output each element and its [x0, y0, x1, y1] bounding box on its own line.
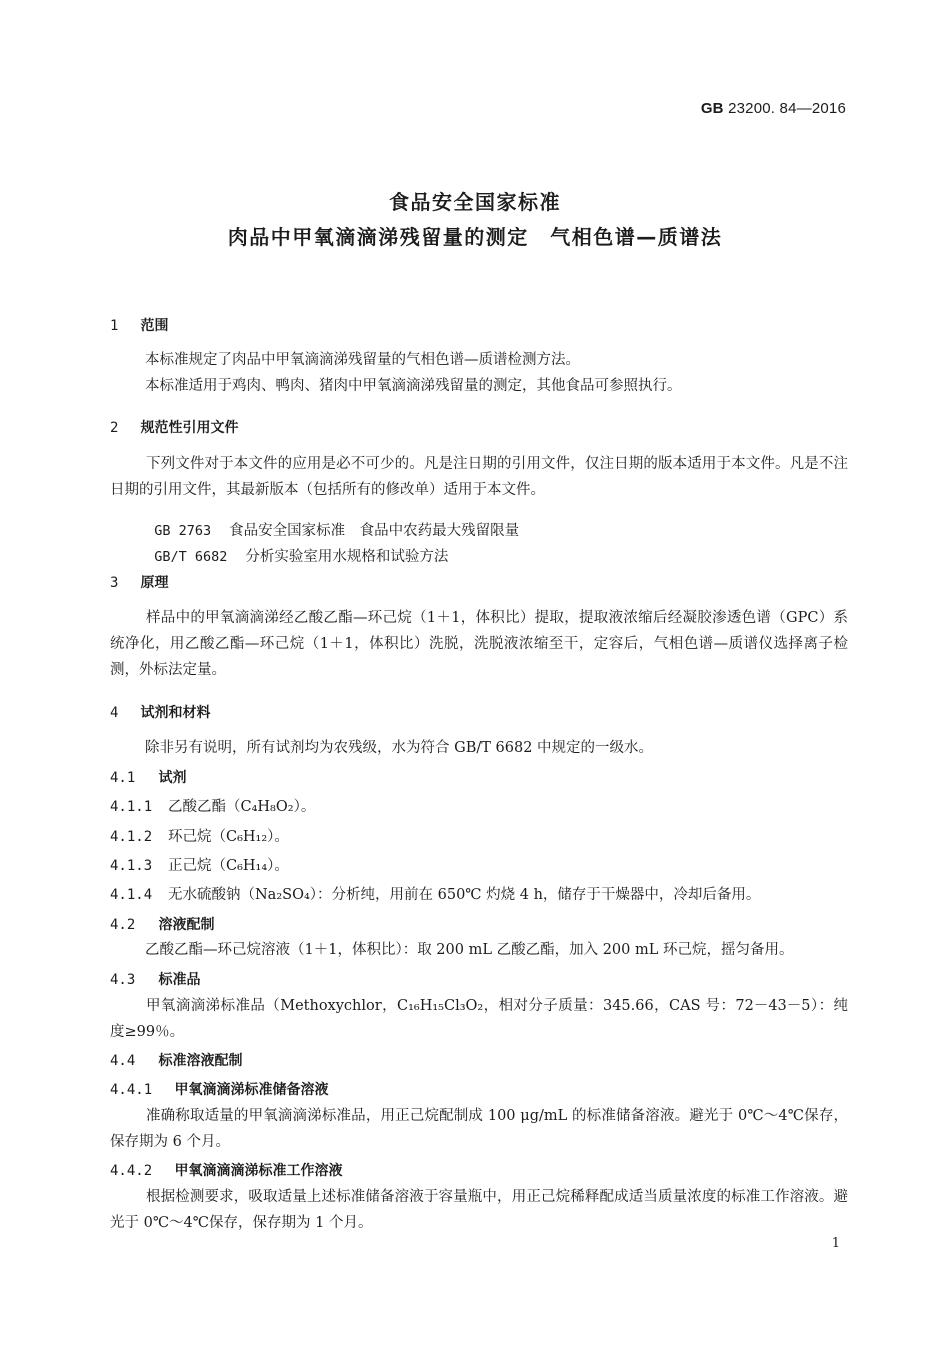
reagent-item [110, 854, 289, 875]
normative-references-paragraph: 下列文件对于本文件的应用是必不可少的。凡是注日期的引用文件，仅注日期的版本适用于本文件。凡是不注日期的引用文件，其最新版本（包括所有的修改单）适用于本文件。 [110, 456, 848, 498]
document-title-line2: 肉品中甲氧滴滴涕残留量的测定 气相色谱—质谱法 [227, 225, 723, 249]
subsection-title: 甲氧滴滴涕标准储备溶液 [174, 1082, 329, 1098]
document-title-line1: 食品安全国家标准 [389, 190, 561, 214]
standard-prefix: GB [700, 100, 724, 117]
scope-paragraph-2: 本标准适用于鸡肉、鸭肉、猪肉中甲氧滴滴涕残留量的测定，其他食品可参照执行。 [145, 378, 682, 394]
standard-number [701, 100, 846, 117]
item-number: 4.1.1 [110, 799, 153, 815]
reference-code: GB/T 6682 [154, 549, 228, 565]
section-number: 2 [110, 420, 119, 436]
item-number: 4.1.2 [110, 829, 153, 845]
reference-item [145, 529, 448, 566]
principle-paragraph: 样品中的甲氧滴滴涕经乙酸乙酯—环己烷（1＋1，体积比）提取，提取液浓缩后经凝胶渗透色谱（GPC）系统净化，用乙酸乙酯—环己烷（1＋1，体积比）洗脱，洗脱液浓缩至干，定容后，气相色谱—质谱仪选择离子检测，外标法定量。 [110, 610, 848, 678]
section-number: 3 [110, 575, 119, 591]
item-text: 无水硫酸钠（Na₂SO₄）：分析纯，用前在 650℃ 灼烧 4 h，储存于干燥器中，冷却后备用。 [168, 887, 761, 903]
section-title: 原理 [140, 575, 169, 591]
working-solution-paragraph: 根据检测要求，吸取适量上述标准储备溶液于容量瓶中，用正己烷稀释配成适当质量浓度的标准工作溶液。避光于 0℃～4℃保存，保存期为 1 个月。 [110, 1189, 848, 1231]
subsection-title: 标准溶液配制 [158, 1053, 243, 1069]
subsection-number: 4.4.1 [110, 1082, 153, 1098]
standard-code: 23200. 84—2016 [728, 100, 846, 117]
subsection-number: 4.4 [110, 1053, 136, 1069]
subsection-4-4-1-heading [110, 1079, 328, 1099]
subsection-number: 4.2 [110, 917, 136, 933]
reagent-item [110, 795, 315, 816]
item-text: 正己烷（C₆H₁₄）。 [168, 858, 289, 874]
item-text: 环己烷（C₆H₁₂）。 [168, 829, 289, 845]
reagents-intro-paragraph: 除非另有说明，所有试剂均为农残级，水为符合 GB/T 6682 中规定的一级水。 [145, 740, 654, 756]
subsection-number: 4.1 [110, 770, 136, 786]
section-title: 范围 [140, 318, 169, 334]
stock-solution-paragraph: 准确称取适量的甲氧滴滴涕标准品，用正己烷配制成 100 μg/mL 的标准储备溶液。避光于 0℃～4℃保存，保存期为 6 个月。 [110, 1108, 848, 1150]
reagent-item [110, 883, 760, 904]
section-number: 1 [110, 318, 119, 334]
subsection-title: 甲氧滴滴滴涕标准工作溶液 [174, 1163, 343, 1179]
item-number: 4.1.3 [110, 858, 153, 874]
solution-preparation-paragraph: 乙酸乙酯—环己烷溶液（1＋1，体积比）：取 200 mL 乙酸乙酯，加入 200 mL 环己烷，摇匀备用。 [145, 942, 794, 958]
subsection-title: 溶液配制 [158, 917, 215, 933]
item-text: 乙酸乙酯（C₄H₈O₂）。 [168, 799, 316, 815]
subsection-4-4-2-heading [110, 1160, 342, 1180]
reference-title: 食品安全国家标准 食品中农药最大残留限量 [229, 523, 520, 539]
page-number: 1 [831, 1236, 840, 1251]
reagent-item [110, 825, 289, 846]
section-4-heading [110, 702, 210, 722]
subsection-title: 标准品 [158, 972, 201, 988]
subsection-number: 4.3 [110, 972, 136, 988]
reference-code: GB 2763 [154, 523, 212, 539]
item-number: 4.1.4 [110, 887, 153, 903]
subsection-4-2-heading [110, 914, 214, 934]
section-number: 4 [110, 705, 119, 721]
reference-material-paragraph: 甲氧滴滴涕标准品（Methoxychlor，C₁₆H₁₅Cl₃O₂，相对分子质量：345.66，CAS 号：72－43－5）：纯度≥99％。 [110, 998, 848, 1040]
reference-title: 分析实验室用水规格和试验方法 [245, 549, 449, 565]
subsection-title: 试剂 [158, 770, 187, 786]
section-title: 试剂和材料 [140, 705, 211, 721]
section-title: 规范性引用文件 [140, 420, 239, 436]
subsection-4-1-heading [110, 767, 186, 787]
section-2-heading [110, 417, 238, 437]
subsection-number: 4.4.2 [110, 1163, 153, 1179]
subsection-4-4-heading [110, 1050, 242, 1070]
subsection-4-3-heading [110, 969, 200, 989]
section-1-heading [110, 315, 168, 335]
section-3-heading [110, 572, 168, 592]
scope-paragraph-1: 本标准规定了肉品中甲氧滴滴涕残留量的气相色谱—质谱检测方法。 [145, 352, 580, 368]
